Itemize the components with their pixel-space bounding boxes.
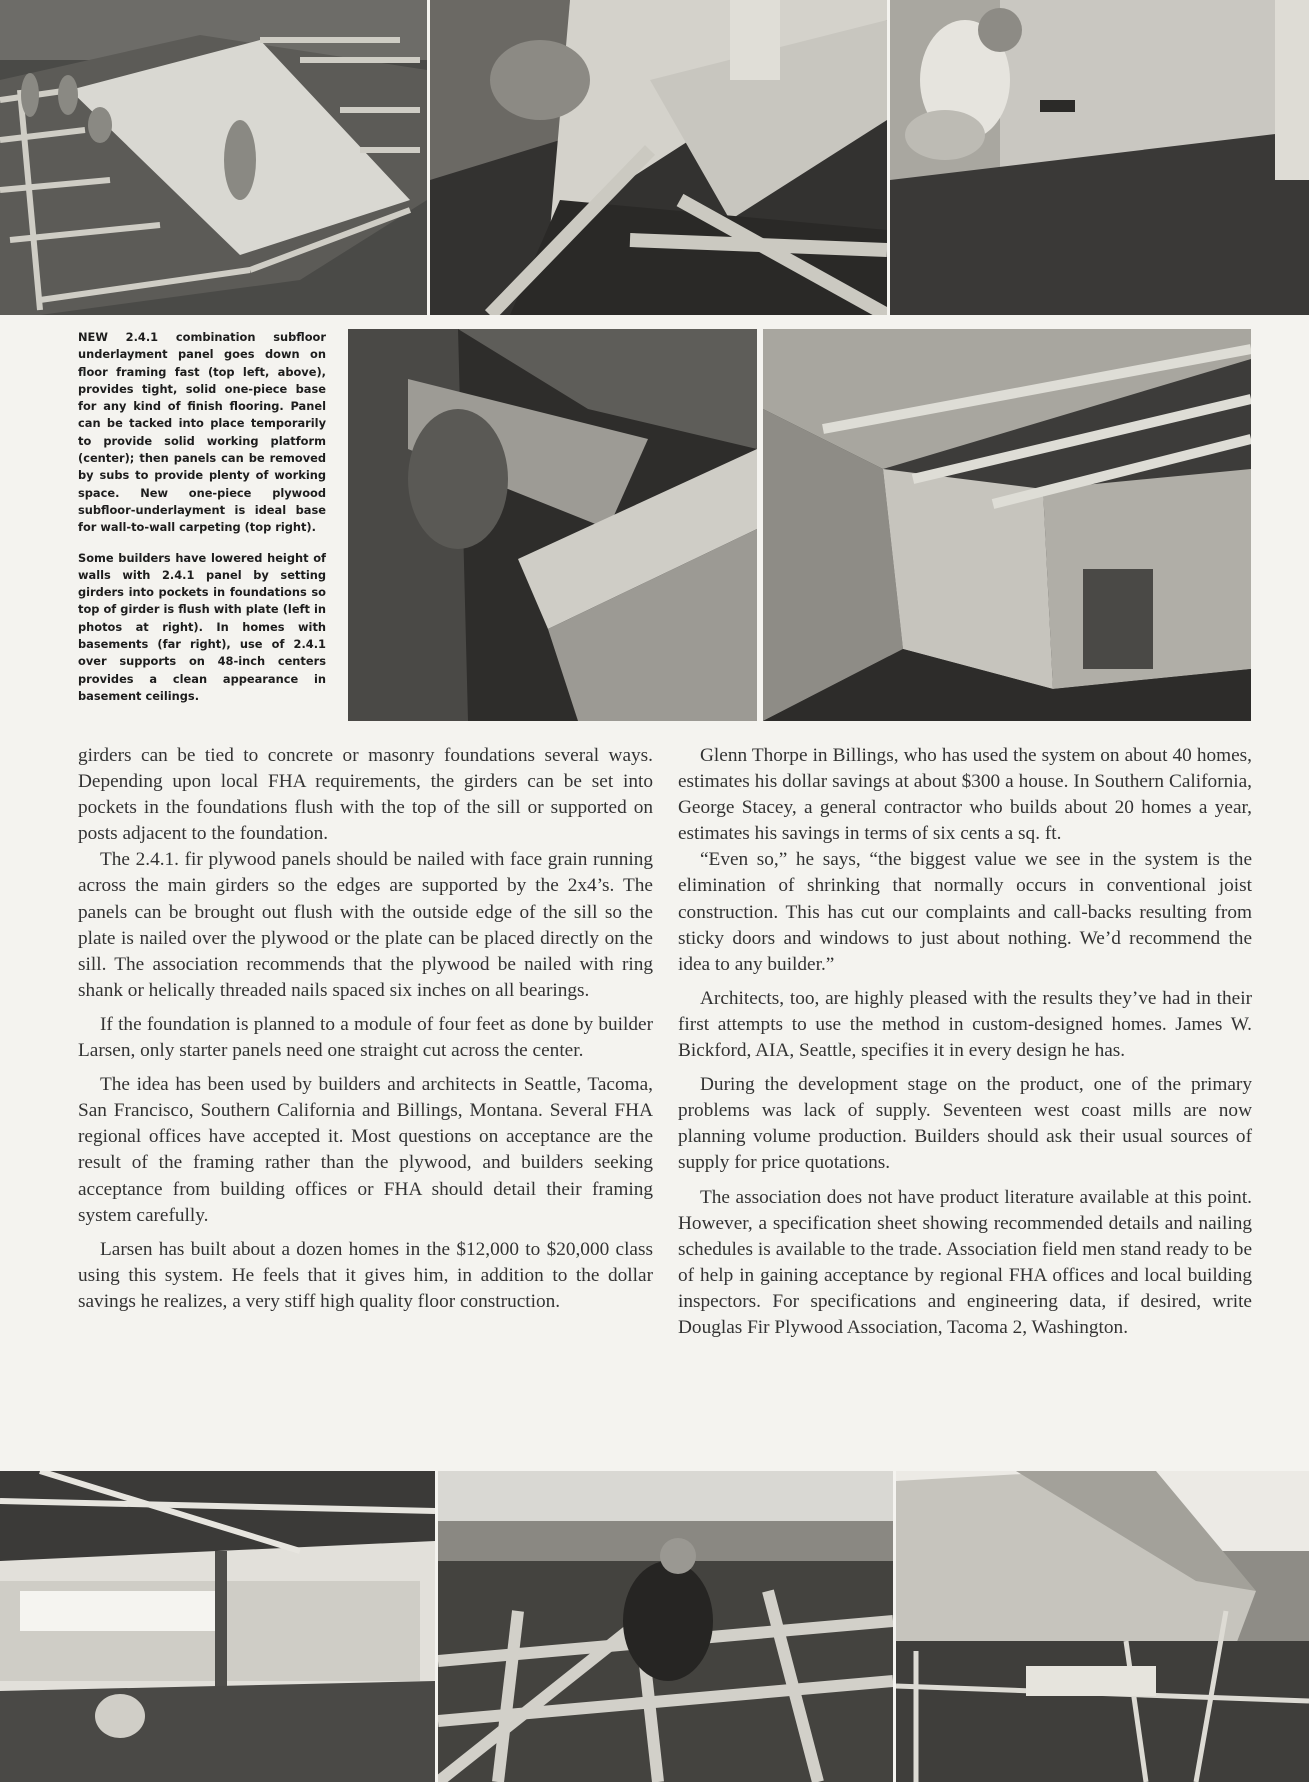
paragraph: During the development stage on the product, one of the primary problems was lack of supply. Seventeen west coast mills are now planning volume production. Builders should ask their usual sources of supply for price quotations. (678, 1074, 1252, 1174)
paragraph: The association does not have product literature available at this point. However, a specification sheet showing recommended details and nailing schedules is available to the trade. Association field men stand ready to be of help in gaining acceptance by regional FHA offices and local building inspectors. For specifications and engineering data, if desired, write Douglas Fir Plywood Association, Tacoma 2, Washington. (678, 1186, 1252, 1338)
paragraph: girders can be tied to concrete or masonry foundations several ways. Depending upon local FHA requirements, the girders can be set into pockets in the foundations flush with the top of the sill or supported on posts adjacent to the foundation. (78, 745, 653, 845)
paragraph: Architects, too, are highly pleased with the results they’ve had in their first attempts to use the method in custom-designed homes. James W. Bickford, AIA, Seattle, specifies it in every design he has. (678, 987, 1252, 1062)
photo-interior-framing (0, 1471, 435, 1782)
photo-caption (78, 329, 326, 718)
paragraph: The idea has been used by builders and architects in Seattle, Tacoma, San Francisco, Southern California and Billings, Montana. Several FHA regional offices have accepted it. Most questions on acceptance are the result of the framing rather than the plywood, and builders seeking acceptance from building offices or FHA should detail their framing system carefully. (78, 1074, 653, 1226)
paragraph: Larsen has built about a dozen homes in the $12,000 to $20,000 class using this system. He feels that it gives him, in addition to the dollar savings he realizes, a very stiff high quality floor construction. (78, 1238, 653, 1312)
article-column-right (678, 743, 1252, 1341)
photo-hammering-panel (430, 0, 887, 315)
photo-girder-flush-with-plate (348, 329, 757, 721)
photo-house-under-construction (896, 1471, 1309, 1782)
photo-basement-ceiling (763, 329, 1251, 721)
caption-subfloor-panel: NEW 2.4.1 combination subfloor underlayment panel goes down on floor framing fast (top left, above), provides tight, solid one-piece base for any kind of finish flooring. Panel can be tacked into place temporarily to provide solid working platform (center); then panels can be removed by subs to provide plenty of working space. New one-piece plywood subfloor-underlayment is ideal base for wall-to-wall carpeting (top right). (78, 330, 326, 535)
photo-workers-laying-panels (0, 0, 427, 315)
article-column-left (78, 743, 653, 1315)
paragraph: “Even so,” he says, “the biggest value we see in the system is the elimination of shrinking that normally occurs in conventional joist construction. This has cut our complaints and call-backs resulting from sticky doors and windows to just about nothing. We’d recommend the idea to any builder.” (678, 849, 1252, 975)
paragraph: Glenn Thorpe in Billings, who has used the system on about 40 homes, estimates his dollar savings at about $300 a house. In Southern California, George Stacey, a general contractor who builds about 20 homes a year, estimates his savings in terms of six cents a sq. ft. (678, 745, 1252, 845)
paragraph: If the foundation is planned to a module of four feet as done by builder Larsen, only starter panels need one straight cut across the center. (78, 1013, 653, 1062)
paragraph: The 2.4.1. fir plywood panels should be nailed with face grain running across the main girders so the edges are supported by the 2x4’s. The panels can be brought out flush with the outside edge of the sill so the plate is nailed over the plywood or the plate can be placed directly on the sill. The association recommends that the plywood be nailed with ring shank or helically threaded nails spaced six inches on all bearings. (78, 849, 653, 1001)
photo-nailing-carpet-base (890, 0, 1309, 315)
photo-worker-on-framing (438, 1471, 893, 1782)
caption-lowered-walls: Some builders have lowered height of walls with 2.4.1 panel by setting girders into pockets in foundations so top of girder is flush with plate (left in photos at right). In homes with basements (far right), use of 2.4.1 over supports on 48-inch centers provides a clean appearance in basement ceilings. (78, 550, 326, 703)
